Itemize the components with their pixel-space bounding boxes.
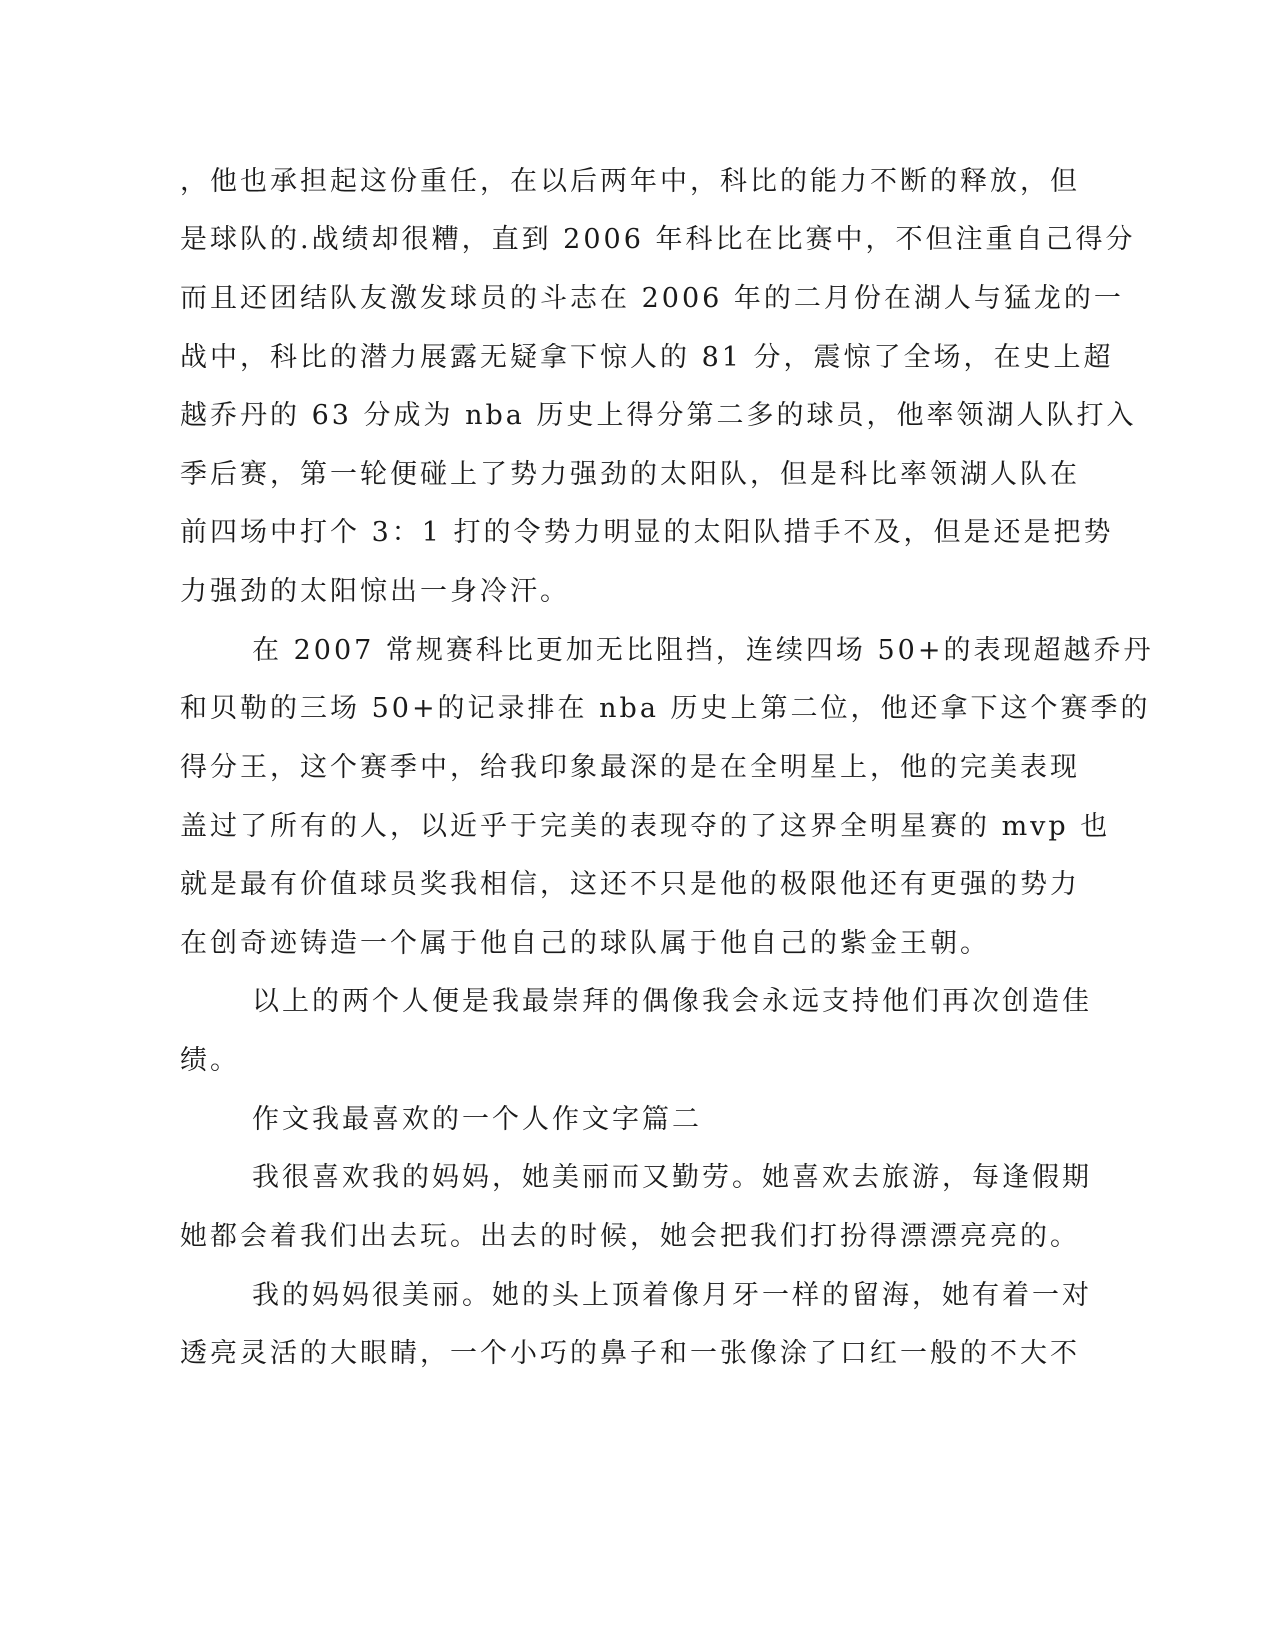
text-line: 她都会着我们出去玩。出去的时候，她会把我们打扮得漂漂亮亮的。 (180, 1221, 1080, 1252)
text-line: 在 2007 常规赛科比更加无比阻挡，连续四场 50+的表现超越乔丹 (252, 635, 1154, 666)
text-line: 在创奇迹铸造一个属于他自己的球队属于他自己的紫金王朝。 (180, 928, 990, 959)
text-line: 就是最有价值球员奖我相信，这还不只是他的极限他还有更强的势力 (180, 869, 1080, 900)
text-line: 盖过了所有的人，以近乎于完美的表现夺的了这界全明星赛的 mvp 也 (180, 811, 1111, 842)
text-line: 我很喜欢我的妈妈，她美丽而又勤劳。她喜欢去旅游，每逢假期 (252, 1162, 1092, 1193)
text-line: 越乔丹的 63 分成为 nba 历史上得分第二多的球员，他率领湖人队打入 (180, 400, 1137, 431)
text-line: ，他也承担起这份重任，在以后两年中，科比的能力不断的释放，但 (180, 166, 1080, 197)
text-line: 力强劲的太阳惊出一身冷汗。 (180, 576, 570, 607)
text-line: 得分王，这个赛季中，给我印象最深的是在全明星上，他的完美表现 (180, 752, 1080, 783)
text-line: 战中，科比的潜力展露无疑拿下惊人的 81 分，震惊了全场，在史上超 (180, 342, 1114, 373)
text-line: 季后赛，第一轮便碰上了势力强劲的太阳队，但是科比率领湖人队在 (180, 459, 1080, 490)
text-line: 和贝勒的三场 50+的记录排在 nba 历史上第二位，他还拿下这个赛季的 (180, 693, 1151, 724)
text-line: 透亮灵活的大眼睛，一个小巧的鼻子和一张像涂了口红一般的不大不 (180, 1338, 1080, 1369)
text-line: 是球队的.战绩却很糟，直到 2006 年科比在比赛中，不但注重自己得分 (180, 224, 1136, 255)
text-line: 而且还团结队友激发球员的斗志在 2006 年的二月份在湖人与猛龙的一 (180, 283, 1124, 314)
text-line: 绩。 (180, 1045, 240, 1076)
section-heading: 作文我最喜欢的一个人作文字篇二 (252, 1104, 702, 1135)
text-line: 我的妈妈很美丽。她的头上顶着像月牙一样的留海，她有着一对 (252, 1280, 1092, 1311)
text-line: 以上的两个人便是我最崇拜的偶像我会永远支持他们再次创造佳 (252, 986, 1092, 1017)
text-line: 前四场中打个 3：1 打的令势力明显的太阳队措手不及，但是还是把势 (180, 517, 1114, 548)
